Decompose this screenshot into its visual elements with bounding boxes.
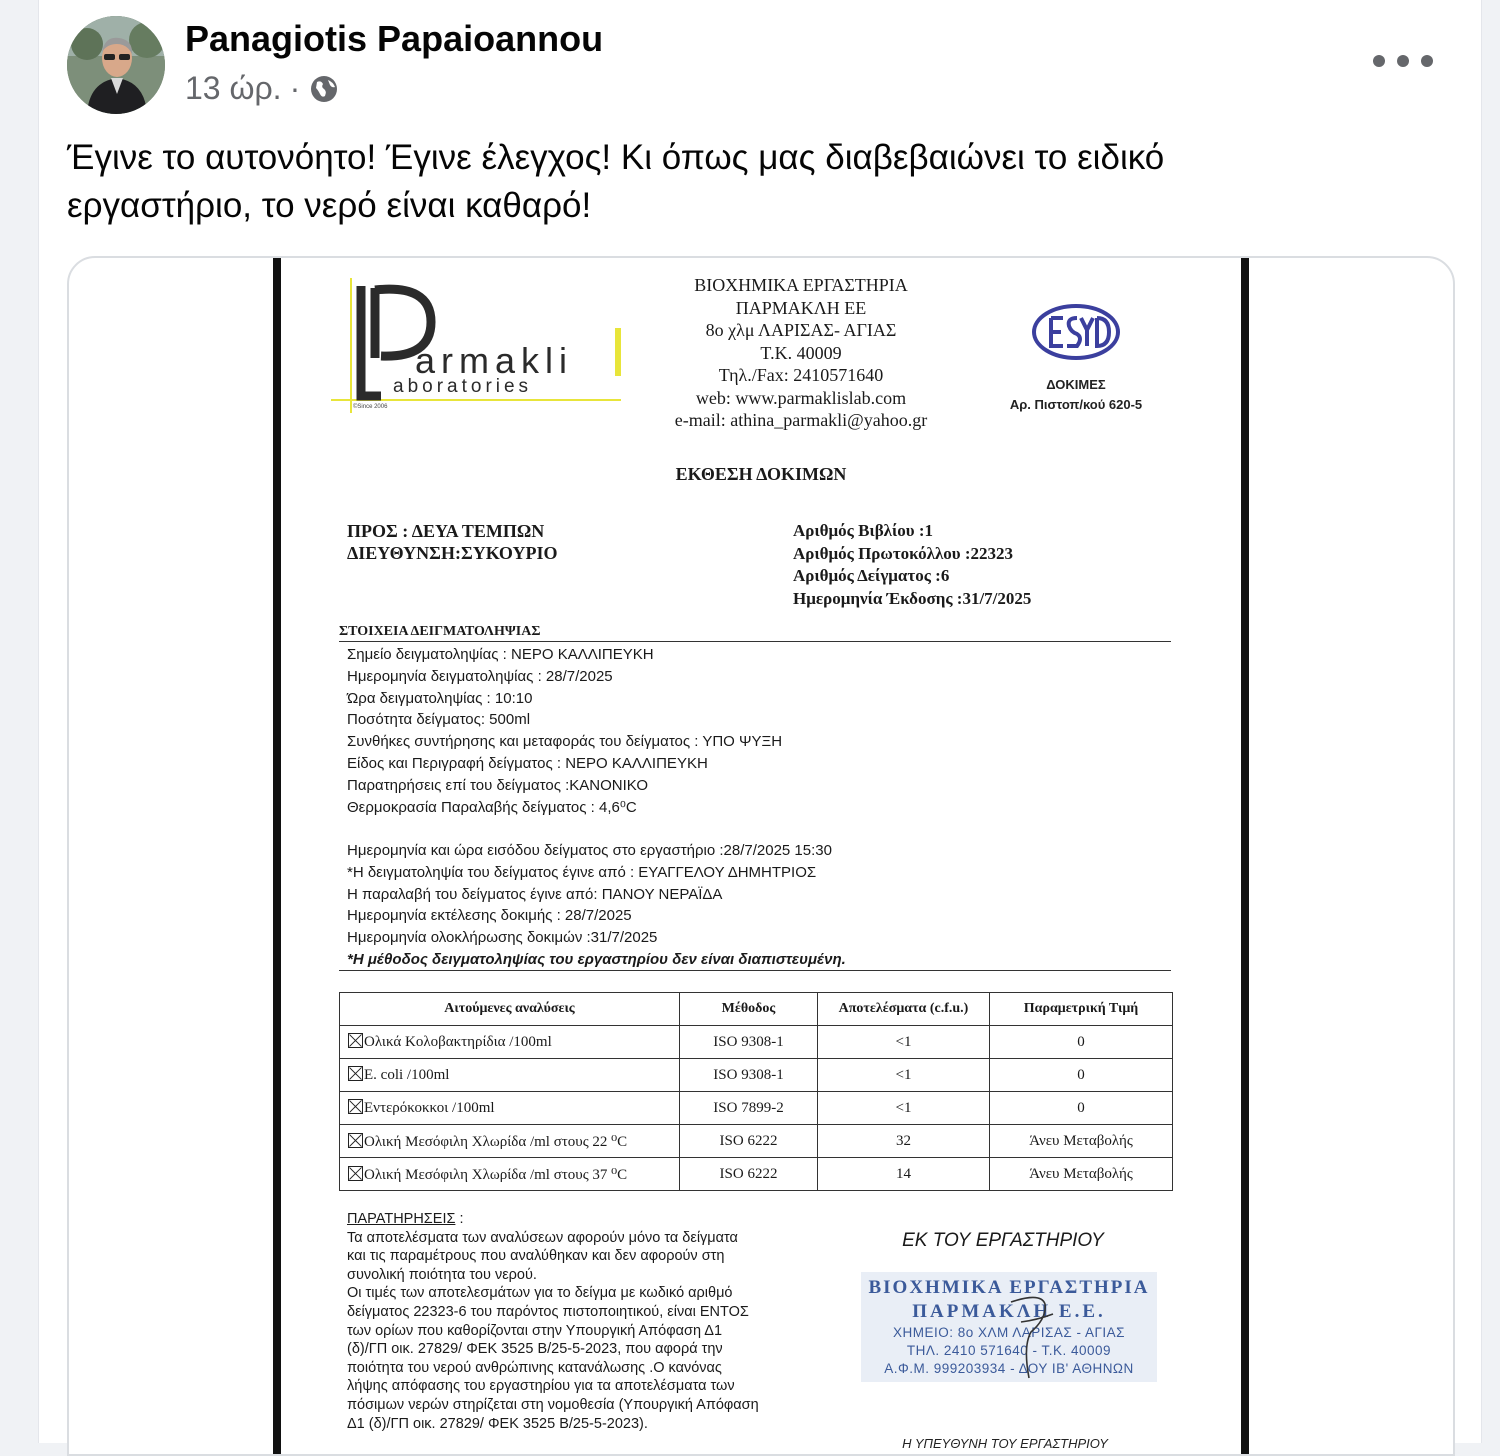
parametric-cell: 0 bbox=[990, 1026, 1173, 1059]
recipient-line: ΔΙΕΥΘΥΝΣΗ:ΣΥΚΟΥΡΙΟ bbox=[347, 543, 558, 563]
divider bbox=[339, 970, 1171, 971]
remarks-heading-line bbox=[347, 1210, 827, 1229]
remark-line: των ορίων που καθορίζονται στην Υπουργική Απόφαση Δ1 bbox=[347, 1322, 723, 1339]
result-cell: <1 bbox=[818, 1092, 990, 1125]
reference-block bbox=[793, 520, 1031, 610]
remark-line: και τις παραμέτρους που αναλύθηκαν και δεν αφορούν στη bbox=[347, 1248, 725, 1265]
analysis-name: Ολική Μεσόφιλη Χλωρίδα /ml στους 37 ⁰C bbox=[364, 1166, 628, 1183]
table-row bbox=[340, 1158, 1173, 1191]
lab-header-line: 8ο χλμ ΛΑΡΙΣΑΣ- ΑΓΙΑΣ bbox=[705, 320, 897, 340]
method-cell: ISO 9308-1 bbox=[680, 1026, 818, 1059]
parametric-cell: 0 bbox=[990, 1059, 1173, 1092]
stamp-line: ΠΑΡΜΑΚΛΗ Ε.Ε. bbox=[912, 1301, 1106, 1322]
receipt-line: Ημερομηνία και ώρα εισόδου δείγματος στο εργαστήριο :28/7/2025 15:30 bbox=[347, 842, 832, 859]
remark-line: λήψης απόφασης του εργαστηρίου για τα αποτελέσματα των bbox=[347, 1378, 735, 1395]
post-text-line: εργαστήριο, το νερό είναι καθαρό! bbox=[67, 186, 592, 225]
remarks-block bbox=[347, 1210, 827, 1433]
remarks-heading: ΠΑΡΑΤΗΡΗΣΕΙΣ bbox=[347, 1211, 456, 1227]
checked-box-icon bbox=[348, 1099, 363, 1114]
result-cell: <1 bbox=[818, 1059, 990, 1092]
more-options-icon[interactable] bbox=[1373, 44, 1433, 78]
sampling-line: Ημερομηνία δειγματοληψίας : 28/7/2025 bbox=[347, 667, 613, 685]
table-row bbox=[340, 1059, 1173, 1092]
sampling-line: Παρατηρήσεις επί του δείγματος :ΚΑΝΟΝΙΚΟ bbox=[347, 776, 649, 794]
parmakli-logo bbox=[331, 278, 631, 418]
method-cell: ISO 9308-1 bbox=[680, 1059, 818, 1092]
remark-line: Οι τιμές των αποτελεσμάτων για το δείγμα με κωδικό αριθμό bbox=[347, 1285, 733, 1302]
lab-header-line: Τ.Κ. 40009 bbox=[760, 342, 842, 363]
remark-line: Δ1 (δ)/ΓΠ οικ. 27829/ ΦΕΚ 3525 Β/25-5-2023). bbox=[347, 1415, 648, 1432]
divider bbox=[339, 641, 1171, 642]
sampling-line: Σημείο δειγματοληψίας : ΝΕΡΟ ΚΑΛΛΙΠΕΥΚΗ bbox=[347, 646, 654, 663]
remark-line: (δ)/ΓΠ οικ. 27829/ ΦΕΚ 3525 Β/25-5-2023, που αφορά την bbox=[347, 1341, 723, 1358]
receipt-details bbox=[347, 840, 846, 971]
remark-line: ποιότητα του νερού ανθρώπινης κατανάλωσης .Ο κανόνας bbox=[347, 1359, 722, 1376]
method-cell: ISO 6222 bbox=[680, 1158, 818, 1191]
column-header: Παραμετρική Τιμή bbox=[990, 993, 1173, 1026]
avatar-photo bbox=[67, 16, 165, 114]
checked-box-icon bbox=[348, 1166, 363, 1181]
analysis-name: Ολικά Κολοβακτηρίδια /100ml bbox=[364, 1034, 552, 1050]
lab-header-line: ΒΙΟΧΗΜΙΚΑ ΕΡΓΑΣΤΗΡΙΑ bbox=[694, 275, 908, 295]
parametric-cell: 0 bbox=[990, 1092, 1173, 1125]
sampling-line: Ώρα δειγματοληψίας : 10:10 bbox=[347, 689, 533, 707]
stamp-line: ΤΗΛ. 2410 571640 - Τ.Κ. 40009 bbox=[906, 1343, 1112, 1358]
post-author[interactable]: Panagiotis Papaioannou bbox=[185, 18, 604, 59]
ref-sample: Αριθμός Δείγματος :6 bbox=[793, 566, 950, 585]
lab-header-line: ΠΑΡΜΑΚΛΗ ΕΕ bbox=[735, 297, 867, 318]
ref-issue-date: Ημερομηνία Έκδοσης :31/7/2025 bbox=[793, 588, 1032, 608]
remark-line: πόσιμων νερών στηρίζεται στη νομοθεσία (Υπουργική Απόφαση bbox=[347, 1396, 759, 1413]
table-header-row bbox=[340, 993, 1173, 1026]
analysis-cell bbox=[340, 1059, 680, 1092]
ref-book: Αριθμός Βιβλίου :1 bbox=[793, 521, 934, 540]
recipient-line: ΠΡΟΣ : ΔΕΥΑ ΤΕΜΠΩΝ bbox=[347, 521, 545, 541]
recipient-block bbox=[347, 520, 557, 564]
column-header: Μέθοδος bbox=[680, 993, 818, 1026]
column-header: Αποτελέσματα (c.f.u.) bbox=[818, 993, 990, 1026]
sampling-details bbox=[347, 644, 782, 818]
post-image[interactable] bbox=[67, 256, 1455, 1456]
receipt-line: *Η δειγματοληψία του δείγματος έγινε από : ΕΥΑΓΓΕΛΟΥ ΔΗΜΗΤΡΙΟΣ bbox=[347, 863, 817, 881]
logo-main-text: armakli bbox=[415, 340, 574, 381]
esyd-label-line: ΔΟΚΙΜΕΣ bbox=[1046, 377, 1106, 392]
results-table bbox=[339, 992, 1173, 1191]
post-card bbox=[38, 0, 1482, 1451]
checked-box-icon bbox=[348, 1033, 363, 1048]
lab-signoff: ΕΚ ΤΟΥ ΕΡΓΑΣΤΗΡΙΟΥ bbox=[902, 1230, 1104, 1251]
table-row bbox=[340, 1125, 1173, 1158]
sampling-heading: ΣΤΟΙΧΕΙΑ ΔΕΙΓΜΑΤΟΛΗΨΙΑΣ bbox=[339, 624, 541, 639]
sampling-line: Ποσότητα δείγματος: 500ml bbox=[347, 711, 531, 729]
lab-header bbox=[651, 274, 951, 432]
stamp-line: ΧΗΜΕΙΟ: 8ο ΧΛΜ ΛΑΡΙΣΑΣ - ΑΓΙΑΣ bbox=[892, 1325, 1126, 1340]
esyd-label-line: Αρ. Πιστοπ/κού 620-5 bbox=[1009, 397, 1143, 412]
lab-header-line: web: www.parmaklislab.com bbox=[695, 387, 907, 408]
post-text-line: Έγινε το αυτονόητο! Έγινε έλεγχος! Κι όπως μας διαβεβαιώνει το ειδικό bbox=[67, 138, 1165, 177]
esyd-label bbox=[981, 375, 1171, 415]
post-text bbox=[67, 134, 1447, 230]
parametric-cell: Άνευ Μεταβολής bbox=[990, 1125, 1173, 1158]
analysis-name: Ολική Μεσόφιλη Χλωρίδα /ml στους 22 ⁰C bbox=[364, 1133, 628, 1150]
report-title: ΕΚΘΕΣΗ ΔΟΚΙΜΩΝ bbox=[675, 464, 847, 484]
result-cell: 32 bbox=[818, 1125, 990, 1158]
remarks-colon: : bbox=[455, 1211, 464, 1227]
ref-protocol: Αριθμός Πρωτοκόλλου :22323 bbox=[793, 543, 1014, 563]
remark-line: δείγματος 22323-6 του παρόντος πιστοποιητικού, είναι ΕΝΤΟΣ bbox=[347, 1303, 749, 1320]
avatar[interactable] bbox=[67, 16, 165, 114]
parametric-cell: Άνευ Μεταβολής bbox=[990, 1158, 1173, 1191]
signature-icon bbox=[1001, 1292, 1061, 1382]
result-cell: <1 bbox=[818, 1026, 990, 1059]
method-note: *Η μέθοδος δειγματοληψίας του εργαστηρίου δεν είναι διαπιστευμένη. bbox=[347, 950, 846, 968]
lab-header-line: Τηλ./Fax: 2410571640 bbox=[718, 365, 884, 385]
stamp-line: Α.Φ.Μ. 999203934 - ΔΟΥ ΙΒ' ΑΘΗΝΩΝ bbox=[884, 1361, 1134, 1376]
remark-line: συνολική ποιότητα του νερού. bbox=[347, 1266, 537, 1283]
globe-icon bbox=[308, 73, 340, 105]
receipt-line: Η παραλαβή του δείγματος έγινε από: ΠΑΝΟΥ ΝΕΡΑΪΔΑ bbox=[347, 885, 723, 903]
analysis-name: E. coli /100ml bbox=[364, 1067, 450, 1083]
checked-box-icon bbox=[348, 1133, 363, 1148]
logo-since-text: ©Since 2006 bbox=[353, 404, 388, 410]
receipt-line: Ημερομηνία εκτέλεσης δοκιμής : 28/7/2025 bbox=[347, 907, 632, 925]
post-meta bbox=[185, 70, 340, 107]
analysis-cell bbox=[340, 1158, 680, 1191]
analysis-cell bbox=[340, 1026, 680, 1059]
remark-line: Τα αποτελέσματα των αναλύσεων αφορούν μόνο τα δείγματα bbox=[347, 1229, 738, 1246]
logo-sub-text: aboratories bbox=[393, 376, 533, 397]
esyd-logo-icon bbox=[1031, 302, 1121, 362]
sampling-line: Συνθήκες συντήρησης και μεταφοράς του δείγματος : ΥΠΟ ΨΥΞΗ bbox=[347, 733, 783, 751]
post-time[interactable]: 13 ώρ. bbox=[185, 70, 282, 106]
method-cell: ISO 6222 bbox=[680, 1125, 818, 1158]
stamp-line: ΒΙΟΧΗΜΙΚΑ ΕΡΓΑΣΤΗΡΙΑ bbox=[868, 1277, 1150, 1298]
sampling-line: Είδος και Περιγραφή δείγματος : ΝΕΡΟ ΚΑΛΛΙΠΕΥΚΗ bbox=[347, 754, 708, 772]
receipt-line: Ημερομηνία ολοκλήρωσης δοκιμών :31/7/2025 bbox=[347, 929, 658, 947]
sampling-line: Θερμοκρασία Παραλαβής δείγματος : 4,6⁰C bbox=[347, 798, 637, 816]
analysis-cell bbox=[340, 1092, 680, 1125]
analysis-name: Εντερόκοκκοι /100ml bbox=[364, 1100, 495, 1116]
column-header: Αιτούμενες αναλύσεις bbox=[340, 993, 680, 1026]
esyd-accreditation bbox=[981, 302, 1171, 415]
table-row bbox=[340, 1092, 1173, 1125]
lab-header-line: e-mail: athina_parmakli@yahoo.gr bbox=[674, 410, 928, 430]
table-row bbox=[340, 1026, 1173, 1059]
method-cell: ISO 7899-2 bbox=[680, 1092, 818, 1125]
analysis-cell bbox=[340, 1125, 680, 1158]
result-cell: 14 bbox=[818, 1158, 990, 1191]
lab-report-document bbox=[273, 258, 1249, 1456]
responsible-signoff: Η ΥΠΕΥΘΥΝΗ ΤΟΥ ΕΡΓΑΣΤΗΡΙΟΥ bbox=[902, 1436, 1108, 1451]
meta-separator: · bbox=[289, 70, 301, 106]
checked-box-icon bbox=[348, 1066, 363, 1081]
